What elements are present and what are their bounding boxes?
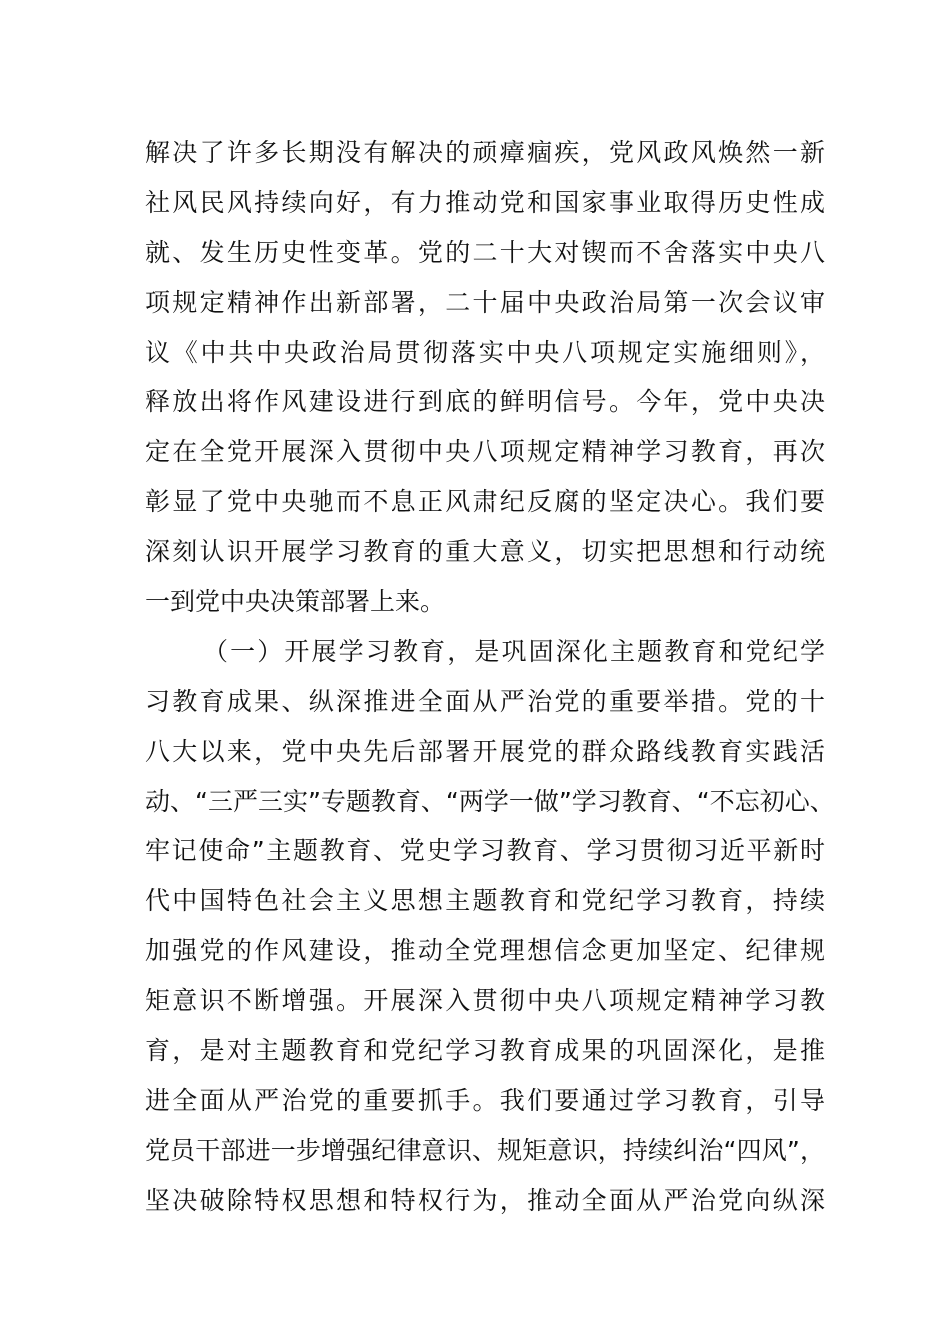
text-line: 矩意识不断增强。开展深入贯彻中央八项规定精神学习教 [145,986,825,1016]
text-line: 解决了许多长期没有解决的顽瘴痼疾，党风政风焕然一新 [145,138,825,167]
text-line: 彰显了党中央驰而不息正风肃纪反腐的坚定决心。我们要 [145,487,825,517]
text-line: 八大以来，党中央先后部署开展党的群众路线教育实践活 [145,736,825,766]
text-line: 动、“三严三实”专题教育、“两学一做”学习教育、“不忘初心、 [145,786,835,816]
text-line: 定在全党开展深入贯彻中央八项规定精神学习教育，再次 [145,437,825,467]
section-heading-line: （一）开展学习教育，是巩固深化主题教育和党纪学 [203,636,825,666]
text-line: 社风民风持续向好，有力推动党和国家事业取得历史性成 [145,187,825,217]
text-line: 党员干部进一步增强纪律意识、规矩意识，持续纠治“四风”， [145,1135,825,1165]
text-line: 坚决破除特权思想和特权行为，推动全面从严治党向纵深 [145,1185,825,1215]
text-line: 进全面从严治党的重要抓手。我们要通过学习教育，引导 [145,1085,825,1115]
text-line: 项规定精神作出新部署，二十届中央政治局第一次会议审 [145,287,825,317]
text-line: 一到党中央决策部署上来。 [145,587,446,617]
text-line: 加强党的作风建设，推动全党理想信念更加坚定、纪律规 [145,936,825,966]
text-line: 习教育成果、纵深推进全面从严治党的重要举措。党的十 [145,686,825,716]
body-text [145,128,835,1226]
text-line: 议《中共中央政治局贯彻落实中央八项规定实施细则》， [145,337,825,367]
text-line: 释放出将作风建设进行到底的鲜明信号。今年，党中央决 [145,387,825,417]
text-line: 深刻认识开展学习教育的重大意义，切实把思想和行动统 [145,537,825,567]
text-line: 育，是对主题教育和党纪学习教育成果的巩固深化，是推 [145,1036,825,1066]
text-line: 代中国特色社会主义思想主题教育和党纪学习教育，持续 [145,886,825,916]
text-line: 就、发生历史性变革。党的二十大对锲而不舍落实中央八 [145,237,825,267]
text-line: 牢记使命”主题教育、党史学习教育、学习贯彻习近平新时 [145,836,825,866]
